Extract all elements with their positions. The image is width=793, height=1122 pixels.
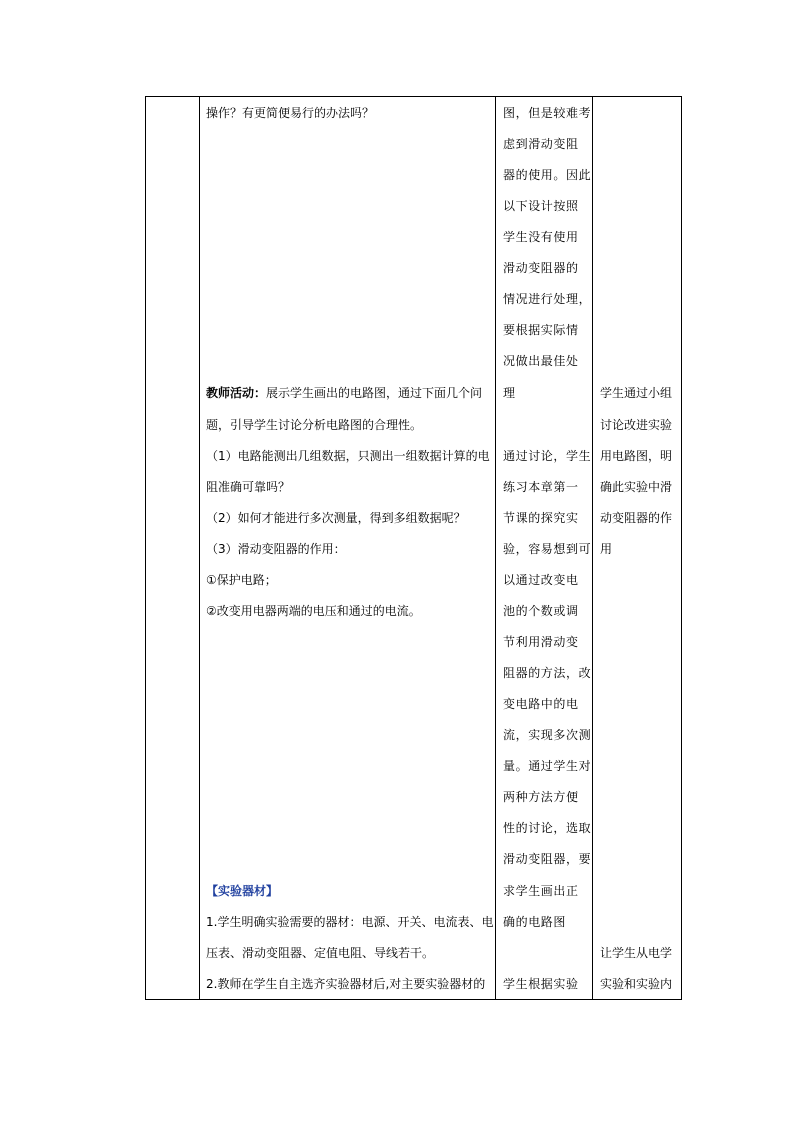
col3-line: 况做出最佳处	[503, 354, 579, 368]
col3-line: 以下设计按照	[503, 199, 579, 213]
col3-line: 流，实现多次测	[503, 728, 592, 742]
col3-line: 阻器的方法，改	[503, 666, 592, 680]
equipment-line: 压表、滑动变阻器、定值电阻、导线若干。	[206, 946, 435, 960]
col3-line: 求学生画出正	[503, 884, 579, 898]
teacher-activity-text: 展示学生画出的电路图，通过下面几个问	[266, 386, 483, 400]
col3-line: 量。通过学生对	[503, 759, 592, 773]
col3-line: 验，容易想到可	[503, 542, 592, 556]
question-3: （3）滑动变阻器的作用：	[206, 542, 346, 556]
column-divider-3	[592, 97, 593, 999]
teacher-activity-label: 教师活动：	[206, 386, 267, 400]
column-divider-2	[495, 97, 496, 999]
content-line: 题，引导学生讨论分析电路图的合理性。	[206, 418, 423, 432]
col3-line: 滑动变阻器的	[503, 261, 579, 275]
col4-line: 讨论改进实验	[600, 418, 673, 432]
equipment-line: 1.学生明确实验需要的器材：电源、开关、电流表、电	[206, 915, 494, 929]
column-divider-1	[199, 97, 200, 999]
col3-line: 器的使用。因此	[503, 168, 592, 182]
col3-line: 通过讨论，学生	[503, 449, 592, 463]
col4-line: 实验和实验内	[600, 977, 673, 991]
content-line: 操作？有更简便易行的办法吗？	[206, 106, 375, 120]
question-1: （1）电路能测出几组数据，只测出一组数据计算的电	[206, 449, 490, 463]
col3-line: 确的电路图	[503, 915, 567, 929]
col4-line: 让学生从电学	[600, 946, 673, 960]
col3-line: 以通过改变电	[503, 573, 579, 587]
col3-line: 虑到滑动变阻	[503, 137, 579, 151]
col3-line: 变电路中的电	[503, 697, 579, 711]
col3-line: 节利用滑动变	[503, 635, 579, 649]
equipment-line: 2.教师在学生自主选齐实验器材后,对主要实验器材的	[206, 977, 486, 991]
col3-line: 两种方法方便	[503, 790, 579, 804]
col3-line: 滑动变阻器，要	[503, 852, 592, 866]
col4-line: 动变阻器的作	[600, 511, 673, 525]
col3-line: 学生根据实验	[503, 977, 579, 991]
col3-line: 要根据实际情	[503, 323, 579, 337]
point-2: ②改变用电器两端的电压和通过的电流。	[206, 604, 421, 618]
col3-line: 情况进行处理，	[503, 292, 592, 306]
col3-line: 节课的探究实	[503, 511, 579, 525]
equipment-heading: 【实验器材】	[206, 884, 279, 898]
col3-line: 图，但是较难考	[503, 106, 592, 120]
col3-line: 性的讨论，选取	[503, 821, 592, 835]
teacher-activity	[206, 386, 482, 400]
point-1: ①保护电路；	[206, 573, 277, 587]
col3-line: 理	[503, 386, 516, 400]
col3-line: 练习本章第一	[503, 480, 579, 494]
question-1-cont: 阻准确可靠吗？	[206, 480, 291, 494]
col4-line: 用电路图，明	[600, 449, 673, 463]
col4-line: 用	[600, 542, 613, 556]
col3-line: 池的个数或调	[503, 604, 579, 618]
question-2: （2）如何才能进行多次测量，得到多组数据呢？	[206, 511, 466, 525]
col4-line: 确此实验中滑	[600, 480, 673, 494]
col4-line: 学生通过小组	[600, 386, 673, 400]
col3-line: 学生没有使用	[503, 230, 579, 244]
